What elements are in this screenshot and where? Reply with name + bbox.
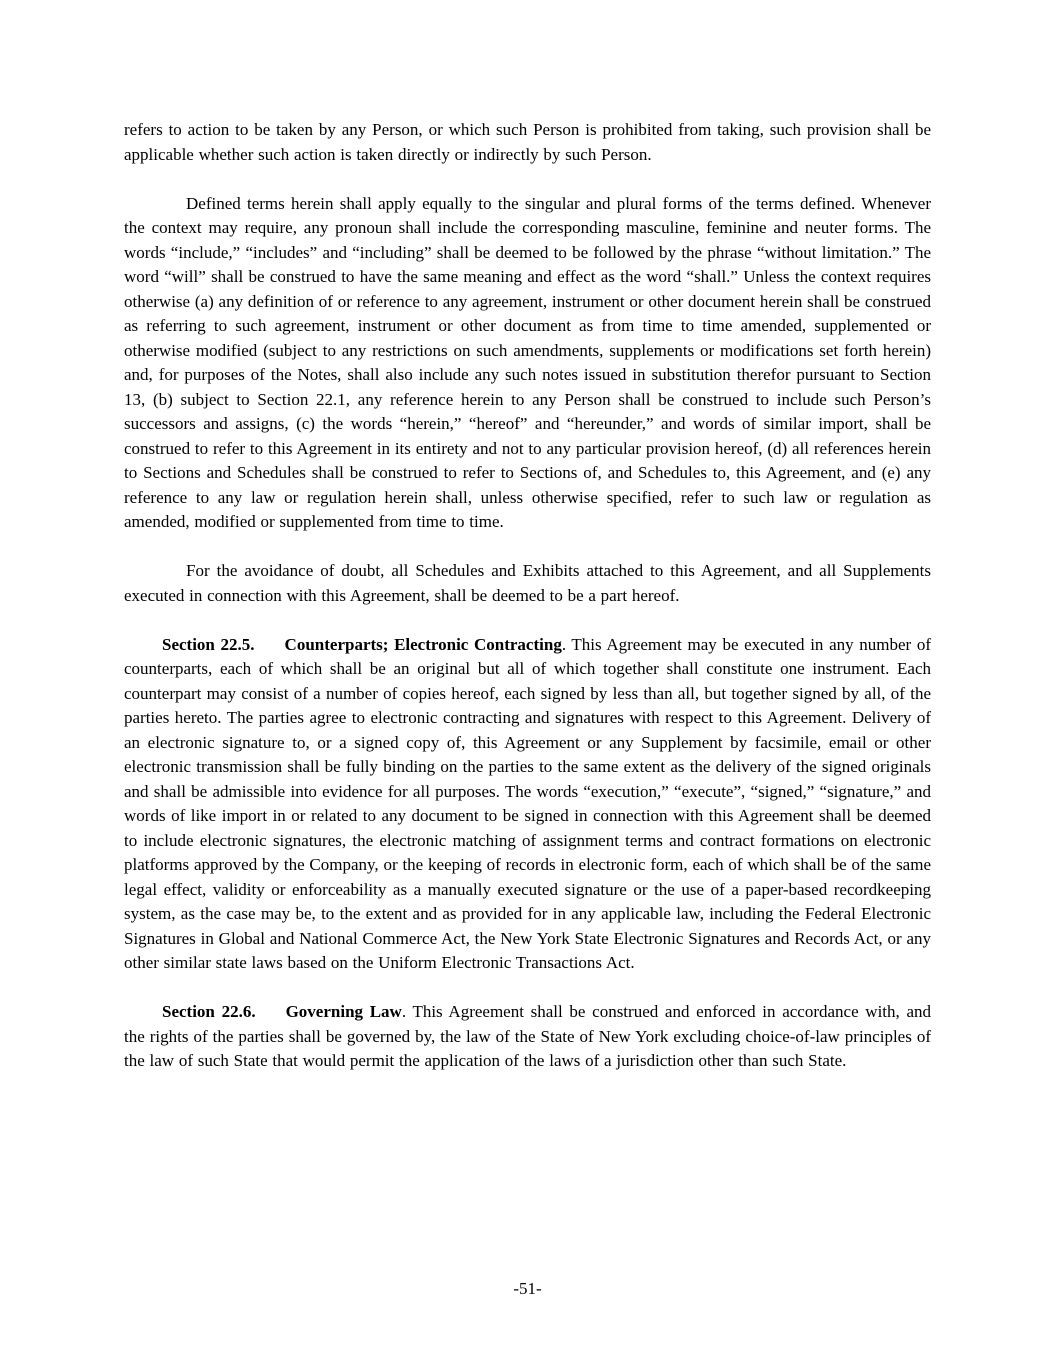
paragraph-continuation: refers to action to be taken by any Person, or which such Person is prohibited from taking, such provision shall be applicable whether such action is taken directly or indirectly by such Person. [124,120,931,164]
section-22-5-number: Section 22.5. [162,634,255,654]
section-22-6-title: Governing Law [285,1002,402,1021]
section-22-5-title: Counterparts; Electronic Contracting [284,634,562,654]
paragraph-section-22-6 [124,1000,931,1074]
section-22-6-number: Section 22.6. [162,1002,256,1021]
page-number: -51- [513,1278,542,1298]
section-22-5-body: . This Agreement may be executed in any number of counterparts, each of which shall be an original but all of which together shall constitute one instrument. Each counterpart may consist of a number of copies hereof, each signed by less than all, but together signed by all, of the parties hereto. The parties agree to electronic contracting and signatures with respect to this Agreement. Delivery of an electronic signature to, or a signed copy of, this Agreement or any Supplement by facsimile, email or other electronic transmission shall be fully binding on the parties to the same extent as the delivery of the signed originals and shall be admissible into evidence for all purposes. The words “execution,” “execute”, “signed,” “signature,” and words of like import in or related to any document to be signed in connection with this Agreement shall be deemed to include electronic signatures, the electronic matching of assignment terms and contract formations on electronic platforms approved by the Company, or the keeping of records in electronic form, each of which shall be of the same legal effect, validity or enforceability as a manually executed signature or the use of a paper-based recordkeeping system, as the case may be, to the extent and as provided for in any applicable law, including the Federal Electronic Signatures in Global and National Commerce Act, the New York State Electronic Signatures and Records Act, or any other similar state laws based on the Uniform Electronic Transactions Act. [124,634,932,972]
section-22-6-body: . This Agreement shall be construed and enforced in accordance with, and the rights of the parties shall be governed by, the law of the State of New York excluding choice-of-law principles of the law of such State that would permit the application of the laws of a jurisdiction other than such State. [124,1002,932,1070]
paragraph-section-22-5 [124,633,931,976]
paragraph-avoidance-of-doubt: For the avoidance of doubt, all Schedules and Exhibits attached to this Agreement, and all Supplements executed in connection with this Agreement, shall be deemed to be a part hereof. [124,561,931,605]
paragraph-defined-terms: Defined terms herein shall apply equally to the singular and plural forms of the terms defined. Whenever the context may require, any pronoun shall include the corresponding masculine, feminine and neuter forms. The words “include,” “includes” and “including” shall be deemed to be followed by the phrase “without limitation.” The word “will” shall be construed to have the same meaning and effect as the word “shall.” Unless the context requires otherwise (a) any definition of or reference to any agreement, instrument or other document herein shall be construed as referring to such agreement, instrument or other document as from time to time amended, supplemented or otherwise modified (subject to any restrictions on such amendments, supplements or modifications set forth herein) and, for purposes of the Notes, shall also include any such notes issued in substitution therefor pursuant to Section 13, (b) subject to Section 22.1, any reference herein to any Person shall be construed to include such Person’s successors and assigns, (c) the words “herein,” “hereof” and “hereunder,” and words of similar import, shall be construed to refer to this Agreement in its entirety and not to any particular provision hereof, (d) all references herein to Sections and Schedules shall be construed to refer to Sections of, and Schedules to, this Agreement, and (e) any reference to any law or regulation herein shall, unless otherwise specified, refer to such law or regulation as amended, modified or supplemented from time to time. [124,193,931,531]
